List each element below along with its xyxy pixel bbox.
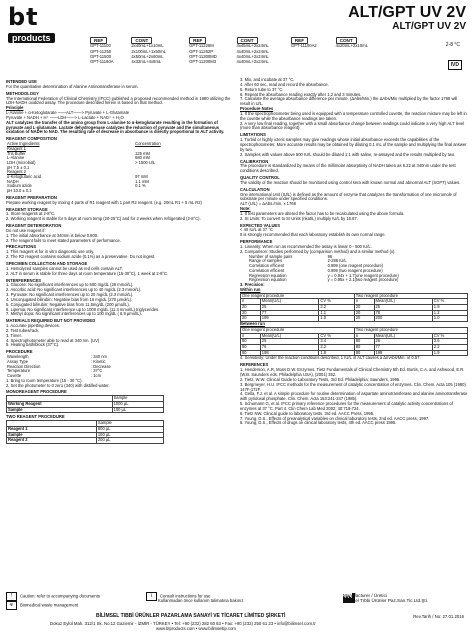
reference-item: 5. Schumann G, et al. IFCC primary reference procedures for the measurement of catalytic activity concentrations of enzymes at 37 °C. Part 4. Clin Chem Lab Med 2002; 40:718-724. xyxy=(240,401,453,411)
ref-row xyxy=(88,43,388,48)
list-item: 2. The reagent fails to meet stated parameters of performance. xyxy=(6,237,122,243)
sub-heading: Within run xyxy=(240,286,261,292)
section-heading: REAGENT STORAGE xyxy=(6,206,48,212)
table-row xyxy=(7,438,164,444)
between-run-table xyxy=(240,327,468,357)
cell: 0.1 % xyxy=(135,183,146,189)
cell: Temperature xyxy=(7,368,30,374)
ref-cell: GPT-11200M3 xyxy=(189,59,217,65)
section-heading: REAGENT COMPOSITION xyxy=(6,136,57,142)
biohazard-icon: ☣ xyxy=(6,601,17,610)
cell: y = 0.95x + 2.1(two reagent procedure) xyxy=(327,277,399,283)
cell: 80 xyxy=(354,339,374,345)
sub-heading: Note: xyxy=(240,206,251,212)
column-header: n xyxy=(354,333,374,339)
reference-item: 7. Young, D.S., Effects of preanalytical variables on clinical laboratory tests, 2nd ed. AACC press, 1997. xyxy=(240,415,430,421)
list-item: 3. Pyruvate: No significant interferences up to 20 mg/dL (2.3 mmol/L). xyxy=(6,292,134,298)
cell: : 340 nm xyxy=(90,354,107,360)
reference-item: 4. Gella, F.J. et al. A simple procedure for routine determination of aspartate aminotransferase and alanine aminotransferase with pyridoxal phosphate. Clin. Chem. Acta 153:241-247 (1985). xyxy=(240,391,468,402)
column-header: Sample xyxy=(112,396,164,402)
section-heading: METHODOLOGY xyxy=(6,90,39,96)
cell: Correlation efficient xyxy=(249,263,285,269)
column-header: n xyxy=(354,299,374,305)
value: < 40 xyxy=(240,227,249,233)
cell: 80 xyxy=(354,345,374,351)
ref-cell: 2x40mL+1x10mL xyxy=(131,43,164,49)
cell: 1.2 xyxy=(432,310,467,316)
column-header: Mean(U/L) xyxy=(260,299,319,305)
cell: 25 xyxy=(374,305,432,311)
paragraph: The procedure is standardized by means of the millimolar absorptivity of NADH taken as 6.22 at 340nm under the test conditions described. xyxy=(240,163,456,174)
logo-products: products xyxy=(8,33,55,43)
cell: 198 xyxy=(260,350,319,356)
cell: 2.2 xyxy=(432,345,467,351)
ref-header: REF xyxy=(189,37,206,44)
column-header: CV % xyxy=(319,299,354,305)
cell: 2.2 xyxy=(319,305,354,311)
list-item: 1. Turbid or highly icteric samples may give readings whose initial absorbance exceeds the capabilities of the spectrophotometer. More accurate results may be obtained by diluting 0.1 mL of the sample and multiplying the final answer by two. xyxy=(240,137,467,152)
column-header: One reagent procedure xyxy=(241,293,355,299)
cell: 25 xyxy=(260,339,319,345)
cell: pH 7.5 ± 0.1 xyxy=(7,164,30,170)
right-column xyxy=(240,78,468,426)
footer-text: Biomedical waste management xyxy=(20,602,79,608)
reaction-equation: Pyruvate + NADH + H⁺ ——LDH——> L-Lactate + NAD⁺ + H₂O xyxy=(6,114,124,120)
sub-heading: Principle xyxy=(6,105,24,111)
paragraph: For the quantitative determination of Alanine Aminotransferase in serum. xyxy=(6,83,139,89)
list-item: 1. Hemolyzed samples cannot be used as red cells contain ALT. xyxy=(6,265,123,271)
procedure-table xyxy=(6,355,142,379)
cell: 80 xyxy=(354,350,374,356)
cell: 20 xyxy=(354,310,374,316)
ivd-badge: IVD xyxy=(448,60,462,70)
table-row xyxy=(6,189,232,194)
list-item: 3. Mix, and incubate at 37 °C. xyxy=(240,77,295,82)
comparison-table xyxy=(248,255,453,283)
list-item: 1. Linearity: When run as recommended the assay is linear 0 - 500 IU/L. xyxy=(240,244,372,249)
caution-icon: ! xyxy=(6,592,17,601)
cont-header: CONT xyxy=(336,37,357,44)
section-heading: EXPECTED VALUES xyxy=(240,222,280,228)
cell: Wavelength xyxy=(7,354,29,360)
company-web: www.btproducts.com • www.bilimseltip.com xyxy=(156,626,236,631)
cont-header: CONT xyxy=(131,37,152,44)
section-heading: INTENDED USE xyxy=(6,79,37,84)
cell: NADH xyxy=(7,178,19,184)
ref-cell: 4x40mL+2x24mL xyxy=(236,53,269,59)
cell: 199 xyxy=(374,350,432,356)
cell: 2-288 IU/L xyxy=(327,258,347,264)
list-item: 2. Test tubes/rack. xyxy=(6,327,40,333)
ref-cell: GPT-11226M xyxy=(189,43,214,49)
column-header: Two reagent procedure xyxy=(354,327,467,333)
cell: 20 xyxy=(354,305,374,311)
reference-item: 8. Young, D.S., Effects of drugs on clinical laboratory tests, 4th ed. AACC press 1995. xyxy=(240,420,397,426)
cell: 1.0 xyxy=(432,316,467,322)
footer xyxy=(6,592,468,631)
condition: at 37 °C xyxy=(257,227,273,233)
ref-row xyxy=(88,59,388,64)
product-title: ALT/GPT UV 2V xyxy=(348,4,466,21)
company-name: BİLİMSEL TIBBİ ÜRÜNLER PAZARLAMA SANAYİ VE TİCARET LİMİTED ŞİRKETİ xyxy=(96,613,286,619)
list-item: 2. Set the photometer to 0 zero (340) with distilled water. xyxy=(6,382,110,388)
list-item: 2. Ascorbic acid: No significant interferences up to 40 mg/dL (2.3 mmol/L). xyxy=(6,287,142,293)
paragraph: Do not use reagent if: xyxy=(6,227,46,233)
cont-header: CONT xyxy=(237,37,258,44)
cell: 1.9 xyxy=(432,350,467,356)
reference-item: 3. Bergmeyer, H.U. IFCC methods for the measurement of catalytic concentration of enzymes. Clin. Chem. Acta 105 (1980) 147F-172F. xyxy=(240,381,466,392)
left-column xyxy=(6,78,232,444)
cell: LDH (microbial) xyxy=(7,159,36,165)
cell: 2.2 xyxy=(319,345,354,351)
cell: 1.1 xyxy=(319,310,354,316)
cell: Regression equation xyxy=(249,277,287,283)
list-item: 2. SI Units: To convert to SI Units (nkat/L) multiply IU/L by 16.67. xyxy=(240,215,358,221)
cell: 20 xyxy=(241,310,261,316)
cell: 76 xyxy=(260,345,319,351)
cell: 20 xyxy=(241,305,261,311)
list-item: 1. Bring to room temperature (15 - 30 °C). xyxy=(6,377,83,383)
cell: 96 xyxy=(327,253,333,259)
paragraph: The validity of the reaction should be monitored using control sera with known normal and abnormal ALT (SGPT) values. xyxy=(240,179,461,185)
cell: : Kinetic xyxy=(90,358,106,364)
ref-cell: GPT-11100A2 xyxy=(290,43,317,49)
cell: 100 µL xyxy=(96,432,163,438)
manufacturer-label: Manufacturer / Üretici xyxy=(342,593,387,598)
cell: pH 10.0 ± 0.1 xyxy=(7,188,32,194)
reference-item: 1. Henderson, A.R, Moss D.W. Enzymes, Tietz Fundamentals of Clinical Chemistry 5th Ed. Burtis, C.A. and Ashwood, E.R. (W.B. Saunders eds. Philadelphia USA), (2001) 352. xyxy=(240,367,465,377)
cell: Working Reagent xyxy=(7,401,113,407)
column-header: Two reagent procedure xyxy=(354,293,467,299)
column-header: Mean(U/L) xyxy=(260,333,319,339)
paragraph: ALT catalyzes the transfer of the amino group from L-alanine to α-ketoglutarate resulting in the formation of pyruvate and L-glutamate. Lactate dehydrogenase catalyzes the reduction of pyruvate and the simultaneous oxidation of NADH to NAD. The resulting rate of decrease in absorbance is directly proportional to ALT activity. xyxy=(6,119,225,135)
list-item: 6. Lipemia: No significant interference up to 1000 mg/dL (11.3 mmol/L) triglycerides. xyxy=(6,306,160,312)
ref-cell: GPT-11250 xyxy=(90,48,112,54)
list-item: 7. Calculate the average absorbance difference per minute. (ΔAbs/Min.) the ΔAbs/Min multiplied by the factor 1768 will result in U/L. xyxy=(240,96,458,107)
cell: 800 µL xyxy=(96,426,163,432)
list-item: 5. Conjugated bilirubin: Negative bias from 11.5mg/dL (200 µmol/L). xyxy=(6,301,130,307)
section-heading: REAGENT DETERIORATION xyxy=(6,223,62,229)
within-run-table xyxy=(240,293,468,323)
cell: 1.0 xyxy=(319,316,354,322)
ref-cell: GPT-11300MD xyxy=(189,53,217,59)
manufacturer-name: Bilimsel Tıbbi Ürünler Paz.San.Tic.Ltd.Şti. xyxy=(342,598,428,603)
sub-heading: 3. Precision: xyxy=(240,281,265,287)
manufacturer xyxy=(343,593,428,603)
cell: Cuvette xyxy=(7,372,22,378)
list-item: 5. Heating bath/block (37°C). xyxy=(6,342,60,348)
cell: Sample xyxy=(7,407,113,413)
ref-header: REF xyxy=(291,37,308,44)
cell: 0.999 (two reagent procedure) xyxy=(327,267,383,273)
cell: Sample xyxy=(7,432,97,438)
cell: 80 xyxy=(241,339,261,345)
ref-cell: GPT-11160A xyxy=(90,59,114,65)
ref-cell: 4x45mL+2x24mL xyxy=(236,43,269,49)
paragraph: It is strongly recommended that each laboratory establish its own normal range. xyxy=(240,232,386,238)
cell: Assay Type xyxy=(7,358,29,364)
cell: 78 xyxy=(374,310,432,316)
cell: 0.999 (one reagent procedure) xyxy=(327,263,384,269)
cell: > 1500 U/L xyxy=(135,159,156,165)
sub-heading: Procedure Notes xyxy=(240,106,274,112)
product-subtitle: ALT/GPT UV 2V xyxy=(392,21,466,32)
cell: Reaction Direction xyxy=(7,363,41,369)
cell: Tris Buffer xyxy=(7,150,26,156)
cell: 1.1 mM xyxy=(135,178,149,184)
cell: Reagent 2 xyxy=(7,438,97,444)
composition-table xyxy=(6,142,232,194)
list-item: 4. After 60 sec, read and record the absorbance. xyxy=(240,81,329,87)
logo-bt: bt xyxy=(8,3,39,31)
paragraph: Prepare working reagent by mixing 4 parts of R1 reagent with 1 part R2 reagent. (e.g. 20mL R1 + 5 mL R2) xyxy=(6,199,202,205)
ref-cell: 4x32mL+4x8mL xyxy=(131,59,162,65)
reaction-equation: L-Alanine + α-Ketoglutarate ——ALT——> Pyruvate + L-Glutamate xyxy=(6,110,130,116)
section-heading: CALIBRATION xyxy=(240,158,269,164)
cell: y = 0.94x + 1.7(one reagent procedure) xyxy=(327,272,399,278)
cell: Regression equation xyxy=(249,272,287,278)
column-header: One reagent procedure xyxy=(241,327,355,333)
ref-header: REF xyxy=(90,37,107,44)
section-heading: REFERENCES xyxy=(240,362,269,368)
cell: 200 xyxy=(374,316,432,322)
ref-cell: 4x40mL+2x24mL xyxy=(236,48,269,54)
book-icon: i xyxy=(146,592,157,601)
reference-table xyxy=(88,38,388,64)
list-item: 3. Timer. xyxy=(6,332,22,338)
ref-cell: 2x100mL+1x50mL xyxy=(131,48,166,54)
cell: Reagent 1 xyxy=(7,426,97,432)
list-item: 6. Repeat the absorbance reading exactly after 1,2 and 3 minutes. xyxy=(240,91,362,97)
section-heading: MONOREAGENT PROCEDURE xyxy=(6,389,67,395)
list-item: 4. Spectrophotometer able to read at 340 nm. (UV) xyxy=(6,337,100,343)
column-header: Concentration xyxy=(135,141,161,147)
cell: 77 xyxy=(260,310,319,316)
list-item: 1. If test parameters are altered the factor has to be recalculated using the above formula. xyxy=(240,210,405,216)
ref-cell: GPT-11262P xyxy=(189,48,214,54)
cell: 77 xyxy=(374,345,432,351)
list-item: 1. Store reagents at 2-8°C. xyxy=(6,211,56,217)
cell: 3.6 xyxy=(432,339,467,345)
unit: IU/L xyxy=(249,227,257,233)
company-address: Dokuz Eylül Mah. 312/1 Sk. No:12 Gaziemir - İZMİR - TÜRKEY • Tel: +90 (232) 282 60 83 • Fax: +90 (232) 250 61 23 • info@bilimsel.com.tr xyxy=(50,621,316,626)
cell: Range of samples xyxy=(249,258,282,264)
list-item: 2. ALT in serum is stable for three days at room temperature (15-30°C), 1 week at 2-8°C. xyxy=(6,270,169,276)
list-item: 2. Samples with values above 500 IU/L should be diluted 1:1 with saline, re-assayed and the results multiplied by two. xyxy=(240,151,456,157)
cell: 80 xyxy=(241,345,261,351)
cell: : 1cm xyxy=(90,372,101,378)
temperature-label: 2-8 °C xyxy=(445,42,460,48)
section-heading: PRECAUTIONS xyxy=(6,244,37,250)
section-heading: PERFORMANCE xyxy=(240,239,273,245)
paragraph: One international Unit (IU/L) is defined as the amount of enzyme that catalyzes the transformation of one micromole of substrate per minute under specified conditions. xyxy=(240,191,457,202)
ref-cell: 4x50mL+2x60mL xyxy=(131,53,164,59)
column-header: Sample xyxy=(96,421,163,427)
cell: 3.4 xyxy=(319,339,354,345)
section-heading: QUALITY CONTROL xyxy=(240,175,280,181)
section-heading: INTERFERENCES xyxy=(6,277,41,283)
section-heading: REAGENT PREPARATION xyxy=(6,194,57,200)
cell: : 37°C xyxy=(90,368,103,374)
cell: 1000 µL xyxy=(112,401,164,407)
footer-text: Caution: refer to accompanying documents xyxy=(20,593,100,599)
title-box xyxy=(348,4,466,32)
column-header: n xyxy=(241,333,261,339)
list-item: 4. Unconjugated bilirubin: Negative bias from 16 mg/dL (270 µmol/L). xyxy=(6,296,133,302)
revision-date: Rev.Tarih / No: 27.01.2016 xyxy=(413,614,464,619)
two-reagent-table xyxy=(6,420,164,444)
column-header: CV % xyxy=(432,333,467,339)
list-item: 1. Glucose: No significant interferences up to 500 mg/dL (28 mmol/L). xyxy=(6,282,134,288)
cell: Sodium azide xyxy=(7,183,32,189)
list-item: 4. Sensitivity: Under the reaction conditions described, 1 IU/L of ALT causes a ΔmAbs/Min. of 0.57. xyxy=(240,355,421,361)
cell: 20 xyxy=(241,316,261,322)
cell: 1.9 xyxy=(432,305,467,311)
list-item: 1. Accurate pipetting devices. xyxy=(6,323,60,329)
section-heading: TWO REAGENT PROCEDURE xyxy=(6,414,65,420)
section-heading: PROCEDURE xyxy=(6,349,33,355)
column-header: Active Ingredients xyxy=(7,141,40,147)
cell: Correlation efficient xyxy=(249,267,285,273)
cell: Number of sample pairs xyxy=(249,253,293,259)
reagent-label: Reagent 2 xyxy=(7,169,26,175)
ref-cell: 4x40mL+2x24mL xyxy=(236,59,269,65)
cell: α-Ketoglutaric acid xyxy=(7,174,41,180)
ref-cell: GPT-11100 xyxy=(90,43,111,49)
ref-cell: GPT-11500 xyxy=(90,53,112,59)
section-heading: MATERIALS REQUIRED BUT NOT PROVIDED xyxy=(6,318,96,324)
section-heading: CALCULATION xyxy=(240,186,270,192)
paragraph: The International Federation of Clinical Chemistry (IFCC) published a proposed recommended method in 1980 utilizing the LDH-NADH oxidized assay. The procedure described herein is based on that method. xyxy=(6,95,231,106)
column-header: Mean(U/L) xyxy=(374,299,432,305)
list-item: 1. If the spectrophotometer being used is equipped with a temperature controlled cuvette, the reaction mixture may be left in the cuvette while the absorbance readings are taken. xyxy=(240,110,467,121)
reference-item: 2. Tietz, W.W. Clinical Guide to Laboratory Tests, 3rd Ed. Philadelphia: Saunders, 1995. xyxy=(240,376,401,382)
list-item: 1. The initial absorbance at 340nm is below 0.800. xyxy=(6,232,99,238)
section-heading: SPECIMEN COLLECTION AND STORAGE xyxy=(6,260,88,266)
cell: 97 mM xyxy=(135,174,148,180)
list-item: 2. The R2 reagent contains sodium azide (0.1%) as a preservative. Do not ingest. xyxy=(6,254,156,260)
formula: ALT (U/L) = ΔAbs./min. x 1768 xyxy=(240,201,296,207)
mono-table xyxy=(6,395,164,413)
column-header: Mean(U/L) xyxy=(374,333,432,339)
cell: 20 xyxy=(354,316,374,322)
footer-text: Consult instructions for use xyxy=(160,593,211,599)
brand-logo xyxy=(8,3,74,46)
cell: 1.8 xyxy=(319,350,354,356)
list-item: 2. Working reagent is stable for 5 days at room temp (20-25°C) and for 2 weeks when refrigerated (2-8°C). xyxy=(6,216,201,222)
reagent-label: Reagent 1 xyxy=(7,145,26,151)
cell: L-Alanine xyxy=(7,155,25,161)
list-item: 2. A very low final reading, together with a small absorbance change between readings could indicate a very high ALT level (more than absorbance reagent). xyxy=(240,120,465,131)
list-item: 1. This reagent is for in vitro diagnostic use only. xyxy=(6,249,95,255)
cell: 125 mM xyxy=(135,150,150,156)
cell: 100 µL xyxy=(112,407,164,413)
footer-note: Kullanmadan önce kullanım talimatına bakınız xyxy=(158,598,244,603)
reference-item: 6. Tietz NW. Clinical guide to laboratory tests. 3rd ed. AACC Press, 1995. xyxy=(240,410,375,416)
section-heading: LIMITATIONS xyxy=(240,132,266,138)
cell: 199 xyxy=(260,316,319,322)
list-item: 2. Comparison: Studies performed by (comparison method) and a similar method (x). xyxy=(240,248,396,254)
cell: 26 xyxy=(374,339,432,345)
sub-heading: Between run xyxy=(240,321,265,327)
cell: 25 xyxy=(260,305,319,311)
ref-cell: 4x20mL+2x10mL xyxy=(335,43,368,49)
cell: 80 xyxy=(241,350,261,356)
list-item: 7. Methyl dopa: No significant interferences up to 100 mg/dL ( 6.9 µmol/L). xyxy=(6,311,142,317)
cell: : Decrease xyxy=(90,363,111,369)
column-header: CV % xyxy=(319,333,354,339)
column-header: n xyxy=(241,299,261,305)
column-header: CV % xyxy=(432,299,467,305)
cell: 680 mM xyxy=(135,155,150,161)
table-row xyxy=(7,407,164,413)
cell: 200 µL xyxy=(96,438,163,444)
list-item: 5. Return tube to 37 °C. xyxy=(240,86,284,92)
table-row xyxy=(241,316,468,322)
